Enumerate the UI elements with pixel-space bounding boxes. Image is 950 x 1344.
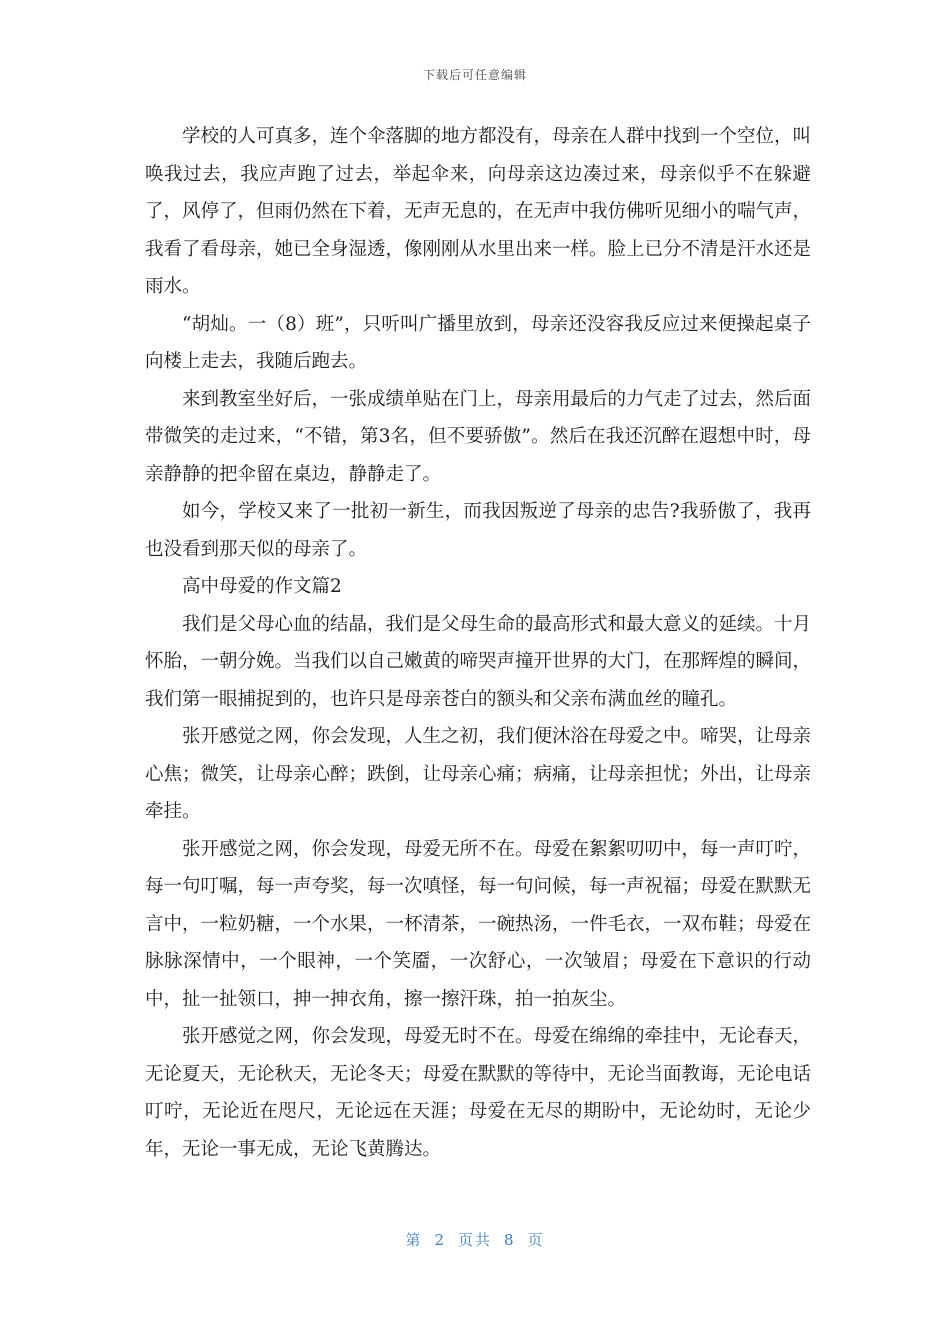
page-header: 下载后可任意编辑 bbox=[422, 68, 527, 82]
footer-middle: 页共 bbox=[457, 1231, 492, 1249]
paragraph: 张开感觉之网，你会发现，母爱无所不在。母爱在絮絮叨叨中，每一声叮咛，每一句叮嘱，每一声夸奖，每一次嗔怪，每一句问候，每一声祝福；母爱在默默无言中，一粒奶糖，一个水果，一杯清茶，一碗热汤，一件毛衣，一双布鞋；母爱在脉脉深情中，一个眼神，一个笑靥，一次舒心，一次皱眉；母爱在下意识的行动中，扯一扯领口，抻一抻衣角，擦一擦汗珠，拍一拍灰尘。 bbox=[145, 838, 812, 1010]
section-heading: 高中母爱的作文篇2 bbox=[182, 576, 342, 597]
footer-prefix: 第 bbox=[405, 1231, 423, 1249]
paragraph: 学校的人可真多，连个伞落脚的地方都没有，母亲在人群中找到一个空位，叫唤我过去，我应声跑了过去，举起伞来，向母亲这边凑过来，母亲似乎不在躲避了，风停了，但雨仍然在下着，无声无息的，在无声中我仿佛听见细小的喘气声，我看了看母亲，她已全身湿透，像刚刚从水里出来一样。脸上已分不清是汗水还是雨水。 bbox=[145, 126, 812, 297]
page-number-footer bbox=[0, 1229, 950, 1250]
paragraph: “胡灿。一（8）班”，只听叫广播里放到，母亲还没容我反应过来便操起桌子向楼上走去，我随后跑去。 bbox=[145, 313, 811, 372]
document-body bbox=[145, 118, 811, 1168]
paragraph: 来到教室坐好后，一张成绩单贴在门上，母亲用最后的力气走了过去，然后面带微笑的走过来，“不错，第3名，但不要骄傲”。然后在我还沉醉在遐想中时，母亲静静的把伞留在桌边，静静走了。 bbox=[145, 388, 812, 485]
paragraph: 张开感觉之网，你会发现，人生之初，我们便沐浴在母爱之中。啼哭，让母亲心焦；微笑，让母亲心醉；跌倒，让母亲心痛；病痛，让母亲担忧；外出，让母亲牵挂。 bbox=[145, 726, 812, 822]
paragraph: 我们是父母心血的结晶，我们是父母生命的最高形式和最大意义的延续。十月怀胎，一朝分娩。当我们以自己嫩黄的啼哭声撞开世界的大门，在那辉煌的瞬间，我们第一眼捕捉到的，也许只是母亲苍白的额头和父亲布满血丝的瞳孔。 bbox=[145, 613, 812, 710]
paragraph: 张开感觉之网，你会发现，母爱无时不在。母爱在绵绵的牵挂中，无论春天，无论夏天，无论秋天，无论冬天；母爱在默默的等待中，无论当面教诲，无论电话叮咛，无论近在咫尺，无论远在天涯；母爱在无尽的期盼中，无论幼时，无论少年，无论一事无成，无论飞黄腾达。 bbox=[145, 1026, 812, 1160]
footer-suffix: 页 bbox=[527, 1231, 545, 1249]
paragraph: 如今，学校又来了一批初一新生，而我因叛逆了母亲的忠告?我骄傲了，我再也没看到那天似的母亲了。 bbox=[145, 501, 811, 560]
total-page-count: 8 bbox=[504, 1231, 516, 1249]
current-page-number: 2 bbox=[434, 1231, 446, 1249]
